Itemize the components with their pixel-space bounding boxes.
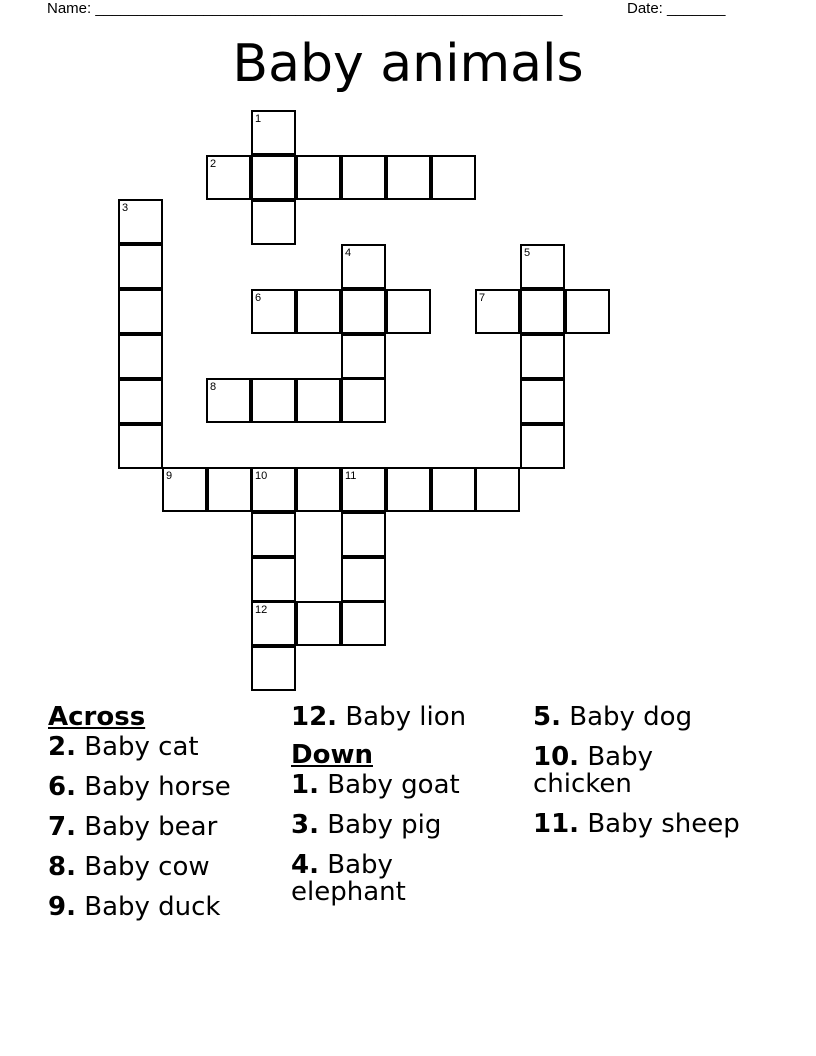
clues-column-2 <box>291 704 511 919</box>
clue-number: 9 <box>166 470 173 482</box>
clue-item: 2. Baby cat <box>48 732 199 762</box>
grid-cell[interactable] <box>206 378 251 423</box>
clue-item: 11. Baby sheep <box>533 809 740 839</box>
grid-cell[interactable] <box>207 467 252 512</box>
clue-item: 1. Baby goat <box>291 770 460 800</box>
grid-cell[interactable] <box>251 378 296 423</box>
grid-cell[interactable] <box>251 601 296 646</box>
clues-column-3 <box>533 704 773 851</box>
grid-cell[interactable] <box>565 289 610 334</box>
grid-cell[interactable] <box>251 467 296 512</box>
grid-cell[interactable] <box>296 601 341 646</box>
clue-number: 5 <box>524 247 531 259</box>
clue-item: 9. Baby duck <box>48 892 221 922</box>
clue-number: 1 <box>255 113 262 125</box>
grid-cell[interactable] <box>386 467 431 512</box>
grid-cell[interactable] <box>341 155 386 200</box>
grid-cell[interactable] <box>341 467 386 512</box>
grid-cell[interactable] <box>475 289 520 334</box>
grid-cell[interactable] <box>341 289 386 334</box>
clue-item: 5. Baby dog <box>533 702 693 732</box>
clue-item: 6. Baby horse <box>48 772 231 802</box>
grid-cell[interactable] <box>251 646 296 691</box>
clue-item: 4. Baby elephant <box>291 850 406 907</box>
grid-cell[interactable] <box>251 200 296 245</box>
name-field[interactable]: Name: ________________________________________________________ <box>47 0 563 17</box>
grid-cell[interactable] <box>118 334 163 379</box>
grid-cell[interactable] <box>251 289 296 334</box>
clue-number: 12 <box>255 604 268 616</box>
grid-cell[interactable] <box>341 334 386 379</box>
grid-cell[interactable] <box>341 378 386 423</box>
grid-cell[interactable] <box>118 199 163 244</box>
grid-cell[interactable] <box>386 289 431 334</box>
grid-cell[interactable] <box>341 244 386 289</box>
clue-number: 6 <box>255 292 262 304</box>
grid-cell[interactable] <box>251 512 296 557</box>
clue-number: 8 <box>210 381 217 393</box>
grid-cell[interactable] <box>520 379 565 424</box>
grid-cell[interactable] <box>296 155 341 200</box>
grid-cell[interactable] <box>431 155 476 200</box>
clue-number: 4 <box>345 247 352 259</box>
grid-cell[interactable] <box>251 110 296 155</box>
grid-cell[interactable] <box>118 289 163 334</box>
grid-cell[interactable] <box>251 155 296 200</box>
clue-number: 10 <box>255 470 268 482</box>
grid-cell[interactable] <box>520 289 565 334</box>
clue-item: 7. Baby bear <box>48 812 218 842</box>
date-field[interactable]: Date: _______ <box>627 0 726 17</box>
clue-number: 11 <box>345 470 357 482</box>
clue-item: 12. Baby lion <box>291 702 467 732</box>
clue-number: 3 <box>122 202 129 214</box>
grid-cell[interactable] <box>386 155 431 200</box>
grid-cell[interactable] <box>296 289 341 334</box>
grid-cell[interactable] <box>341 512 386 557</box>
grid-cell[interactable] <box>520 424 565 469</box>
clues-column-1 <box>48 700 278 934</box>
clue-number: 7 <box>479 292 486 304</box>
grid-cell[interactable] <box>296 467 341 512</box>
grid-cell[interactable] <box>118 424 163 469</box>
grid-cell[interactable] <box>341 601 386 646</box>
grid-cell[interactable] <box>296 378 341 423</box>
across-heading: Across <box>48 702 146 732</box>
clue-item: 8. Baby cow <box>48 852 210 882</box>
grid-cell[interactable] <box>431 467 476 512</box>
grid-cell[interactable] <box>118 379 163 424</box>
page-title: Baby animals <box>232 34 584 94</box>
grid-cell[interactable] <box>520 244 565 289</box>
down-heading: Down <box>291 740 373 770</box>
grid-cell[interactable] <box>118 244 163 289</box>
grid-cell[interactable] <box>162 467 207 512</box>
clue-item: 10. Baby chicken <box>533 742 653 799</box>
clue-number: 2 <box>210 158 217 170</box>
clue-item: 3. Baby pig <box>291 810 442 840</box>
grid-cell[interactable] <box>206 155 251 200</box>
grid-cell[interactable] <box>475 467 520 512</box>
grid-cell[interactable] <box>341 557 386 602</box>
grid-cell[interactable] <box>520 334 565 379</box>
grid-cell[interactable] <box>251 557 296 602</box>
